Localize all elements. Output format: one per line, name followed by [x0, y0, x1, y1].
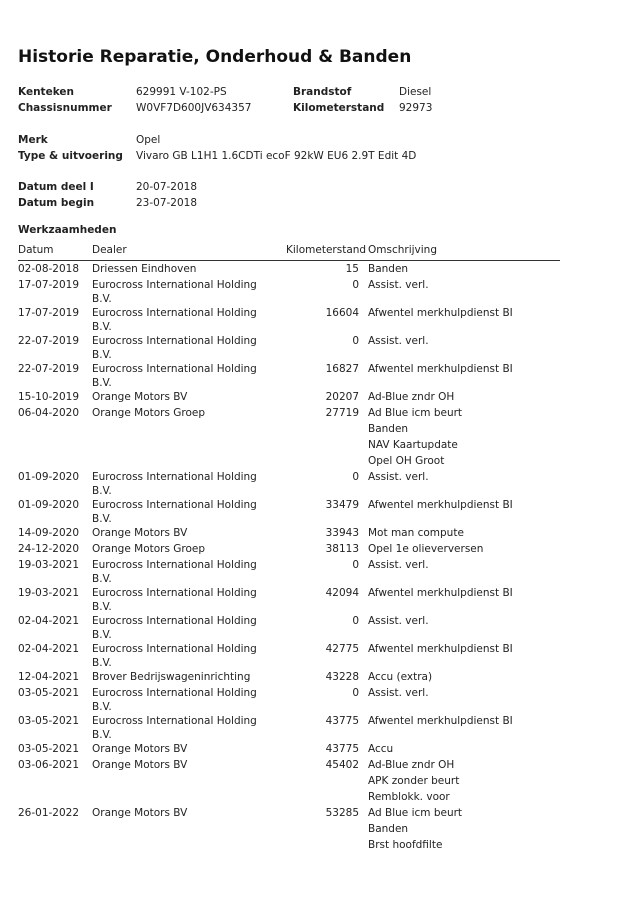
table-header [18, 244, 560, 261]
row-date: 26-01-2022 [18, 807, 80, 819]
row-omschrijving-line: Banden [368, 263, 409, 275]
row-omschrijving-line: Afwentel merkhulpdienst BI [368, 363, 513, 375]
table-row [18, 756, 560, 804]
row-omschrijving-line: Assist. verl. [368, 335, 429, 347]
column-header-kilometerstand: Kilometerstand [286, 244, 367, 256]
table-row [18, 740, 560, 756]
row-omschrijving-line: Assist. verl. [368, 471, 429, 483]
row-omschrijving [368, 362, 513, 378]
row-date: 22-07-2019 [18, 363, 80, 375]
row-date: 19-03-2021 [18, 587, 80, 599]
table-row [18, 276, 560, 304]
row-kilometerstand: 0 [352, 615, 359, 627]
row-kilometerstand: 0 [352, 559, 359, 571]
row-dealer: Brover Bedrijswageninrichting [92, 671, 251, 683]
kilometerstand-value: 92973 [399, 102, 433, 114]
row-dealer: Eurocross International Holding B.V. [92, 643, 257, 669]
table-row [18, 584, 560, 612]
row-omschrijving-line: Mot man compute [368, 527, 464, 539]
table-row [18, 304, 560, 332]
table-row [18, 668, 560, 684]
row-omschrijving [368, 714, 513, 730]
brandstof-label: Brandstof [293, 86, 352, 98]
table-row [18, 524, 560, 540]
table-row [18, 556, 560, 584]
row-kilometerstand: 20207 [325, 391, 359, 403]
row-omschrijving-line: Ad Blue icm beurt [368, 407, 463, 419]
table-row [18, 496, 560, 524]
row-omschrijving-line: Ad-Blue zndr OH [368, 759, 455, 771]
datum-begin-value: 23-07-2018 [136, 197, 198, 209]
column-header-datum: Datum [18, 244, 54, 256]
kilometerstand-label: Kilometerstand [293, 102, 385, 114]
kenteken-value: 629991 V-102-PS [136, 86, 227, 98]
datum-deel-label: Datum deel I [18, 181, 94, 193]
section-title: Werkzaamheden [18, 224, 117, 236]
table-row [18, 404, 560, 468]
row-omschrijving [368, 470, 429, 486]
row-dealer: Eurocross International Holding B.V. [92, 307, 257, 333]
row-date: 24-12-2020 [18, 543, 80, 555]
row-kilometerstand: 0 [352, 687, 359, 699]
row-date: 02-04-2021 [18, 643, 80, 655]
row-dealer: Eurocross International Holding B.V. [92, 499, 257, 525]
row-dealer: Eurocross International Holding B.V. [92, 615, 257, 641]
row-omschrijving-line: Assist. verl. [368, 559, 429, 571]
row-dealer: Eurocross International Holding B.V. [92, 335, 257, 361]
brandstof-value: Diesel [399, 86, 432, 98]
row-date: 17-07-2019 [18, 307, 80, 319]
row-date: 17-07-2019 [18, 279, 80, 291]
row-kilometerstand: 33479 [325, 499, 359, 511]
merk-value: Opel [136, 134, 161, 146]
row-dealer: Eurocross International Holding B.V. [92, 471, 257, 497]
table-row [18, 332, 560, 360]
type-value: Vivaro GB L1H1 1.6CDTi ecoF 92kW EU6 2.9T Edit 4D [136, 150, 417, 162]
row-dealer: Eurocross International Holding B.V. [92, 587, 257, 613]
row-omschrijving-line: Accu (extra) [368, 671, 433, 683]
row-dealer: Orange Motors Groep [92, 543, 206, 555]
datum-begin-label: Datum begin [18, 197, 95, 209]
row-date: 06-04-2020 [18, 407, 80, 419]
row-dealer: Orange Motors BV [92, 527, 188, 539]
row-omschrijving-line: Assist. verl. [368, 279, 429, 291]
table-row [18, 260, 560, 276]
row-dealer: Eurocross International Holding B.V. [92, 363, 257, 389]
table-row [18, 540, 560, 556]
row-omschrijving-line: Opel OH Groot [368, 455, 445, 467]
row-omschrijving [368, 686, 429, 702]
row-kilometerstand: 42775 [325, 643, 359, 655]
row-dealer: Driessen Eindhoven [92, 263, 197, 275]
column-header-omschrijving: Omschrijving [368, 244, 437, 256]
column-header-dealer: Dealer [92, 244, 127, 256]
row-kilometerstand: 43775 [325, 743, 359, 755]
row-kilometerstand: 38113 [325, 543, 359, 555]
row-omschrijving [368, 278, 429, 294]
table-row [18, 612, 560, 640]
row-kilometerstand: 43228 [325, 671, 359, 683]
table-row [18, 468, 560, 496]
row-kilometerstand: 0 [352, 471, 359, 483]
row-omschrijving-line: NAV Kaartupdate [368, 439, 458, 451]
row-kilometerstand: 43775 [325, 715, 359, 727]
table-row [18, 640, 560, 668]
kenteken-label: Kenteken [18, 86, 74, 98]
row-dealer: Orange Motors BV [92, 743, 188, 755]
row-omschrijving-line: APK zonder beurt [368, 775, 460, 787]
row-date: 15-10-2019 [18, 391, 80, 403]
row-omschrijving-line: Brst hoofdfilte [368, 839, 443, 851]
row-kilometerstand: 33943 [325, 527, 359, 539]
row-kilometerstand: 45402 [325, 759, 359, 771]
row-omschrijving-line: Ad Blue icm beurt [368, 807, 463, 819]
row-omschrijving [368, 306, 513, 322]
type-label: Type & uitvoering [18, 150, 123, 162]
row-dealer: Orange Motors Groep [92, 407, 206, 419]
row-omschrijving-line: Ad-Blue zndr OH [368, 391, 455, 403]
row-omschrijving [368, 558, 429, 574]
row-date: 01-09-2020 [18, 499, 80, 511]
row-date: 19-03-2021 [18, 559, 80, 571]
row-omschrijving-line: Banden [368, 823, 409, 835]
row-dealer: Eurocross International Holding B.V. [92, 559, 257, 585]
page-title: Historie Reparatie, Onderhoud & Banden [18, 47, 412, 67]
chassis-label: Chassisnummer [18, 102, 112, 114]
row-date: 22-07-2019 [18, 335, 80, 347]
row-kilometerstand: 0 [352, 335, 359, 347]
row-kilometerstand: 53285 [325, 807, 359, 819]
row-dealer: Orange Motors BV [92, 759, 188, 771]
row-kilometerstand: 0 [352, 279, 359, 291]
row-date: 03-06-2021 [18, 759, 80, 771]
row-omschrijving [368, 334, 429, 350]
row-date: 02-04-2021 [18, 615, 80, 627]
table-row [18, 684, 560, 712]
row-dealer: Orange Motors BV [92, 807, 188, 819]
datum-deel-value: 20-07-2018 [136, 181, 198, 193]
row-omschrijving-line: Afwentel merkhulpdienst BI [368, 643, 513, 655]
row-omschrijving [368, 642, 513, 658]
row-omschrijving-line: Afwentel merkhulpdienst BI [368, 307, 513, 319]
row-omschrijving [368, 406, 462, 470]
row-omschrijving-line: Remblokk. voor [368, 791, 450, 803]
table-row [18, 712, 560, 740]
row-date: 03-05-2021 [18, 743, 80, 755]
row-omschrijving-line: Banden [368, 423, 409, 435]
row-omschrijving [368, 806, 462, 854]
row-omschrijving-line: Assist. verl. [368, 615, 429, 627]
table-row [18, 804, 560, 852]
table-row [18, 360, 560, 388]
work-table-body [18, 260, 560, 852]
row-date: 01-09-2020 [18, 471, 80, 483]
merk-label: Merk [18, 134, 48, 146]
row-dealer: Eurocross International Holding B.V. [92, 279, 257, 305]
row-omschrijving [368, 614, 429, 630]
row-dealer: Eurocross International Holding B.V. [92, 715, 257, 741]
row-dealer: Eurocross International Holding B.V. [92, 687, 257, 713]
row-omschrijving [368, 498, 513, 514]
row-dealer: Orange Motors BV [92, 391, 188, 403]
row-omschrijving-line: Afwentel merkhulpdienst BI [368, 499, 513, 511]
row-kilometerstand: 27719 [325, 407, 359, 419]
row-omschrijving-line: Assist. verl. [368, 687, 429, 699]
row-date: 02-08-2018 [18, 263, 80, 275]
row-kilometerstand: 15 [345, 263, 359, 275]
row-omschrijving [368, 758, 459, 806]
row-omschrijving-line: Afwentel merkhulpdienst BI [368, 715, 513, 727]
row-kilometerstand: 16604 [325, 307, 359, 319]
row-date: 03-05-2021 [18, 715, 80, 727]
row-kilometerstand: 42094 [325, 587, 359, 599]
row-date: 12-04-2021 [18, 671, 80, 683]
row-omschrijving-line: Opel 1e olieverversen [368, 543, 484, 555]
table-row [18, 388, 560, 404]
row-date: 14-09-2020 [18, 527, 80, 539]
row-kilometerstand: 16827 [325, 363, 359, 375]
row-omschrijving [368, 586, 513, 602]
row-date: 03-05-2021 [18, 687, 80, 699]
row-omschrijving-line: Accu [368, 743, 394, 755]
row-omschrijving-line: Afwentel merkhulpdienst BI [368, 587, 513, 599]
chassis-value: W0VF7D600JV634357 [136, 102, 252, 114]
